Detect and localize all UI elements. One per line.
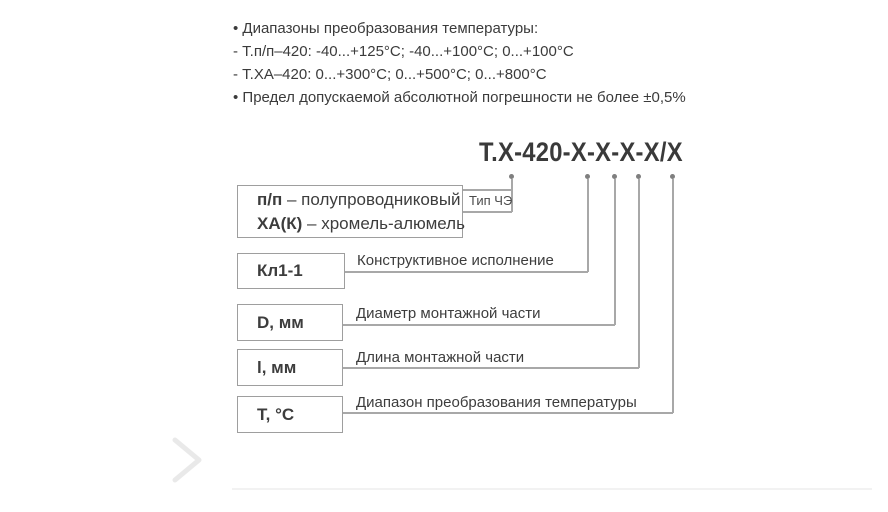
specs-text-block: [233, 17, 686, 109]
connector-vline-2: [587, 179, 589, 272]
chevron-right-icon: [170, 436, 204, 484]
tip-bracket-top-line: [463, 189, 512, 191]
temp-range-box: Т, °С: [237, 396, 343, 433]
spec-line-ranges-header: • Диапазоны преобразования температуры:: [233, 20, 539, 37]
sensor-type-box: [237, 185, 463, 238]
label-design-version: Конструктивное исполнение: [357, 252, 554, 269]
label-sensor-element-type: Тип ЧЭ: [469, 193, 513, 208]
spec-line-pp-range: - Т.п/п–420: -40...+125°С; -40...+100°С; 0...+100°С: [233, 43, 574, 60]
tip-bracket-bottom-line: [463, 211, 512, 213]
model-code-title: Т.Х-420-Х-Х-Х-Х/Х: [479, 137, 683, 167]
connector-hline-5: [343, 412, 673, 414]
section-divider: [232, 488, 872, 490]
label-mounting-diameter: Диаметр монтажной части: [356, 305, 541, 322]
connector-hline-4: [343, 367, 639, 369]
sensor-type-line-1: п/п – полупроводниковый: [257, 189, 461, 209]
sensor-type-line-2: ХА(К) – хромель-алюмель: [257, 213, 465, 233]
carousel-next-button[interactable]: [168, 435, 206, 485]
connector-hline-2: [345, 271, 588, 273]
design-version-box: Кл1-1: [237, 253, 345, 289]
spec-line-accuracy: • Предел допускаемой абсолютной погрешности не более ±0,5%: [233, 89, 686, 106]
connector-vline-5: [672, 179, 674, 413]
connector-hline-3: [343, 324, 615, 326]
connector-vline-3: [614, 179, 616, 325]
diameter-box: D, мм: [237, 304, 343, 341]
label-temp-conversion-range: Диапазон преобразования температуры: [356, 394, 637, 411]
label-mounting-length: Длина монтажной части: [356, 349, 525, 366]
length-box: l, мм: [237, 349, 343, 386]
connector-vline-4: [638, 179, 640, 368]
spec-line-xa-range: - Т.ХА–420: 0...+300°С; 0...+500°С; 0...+800°С: [233, 66, 547, 83]
